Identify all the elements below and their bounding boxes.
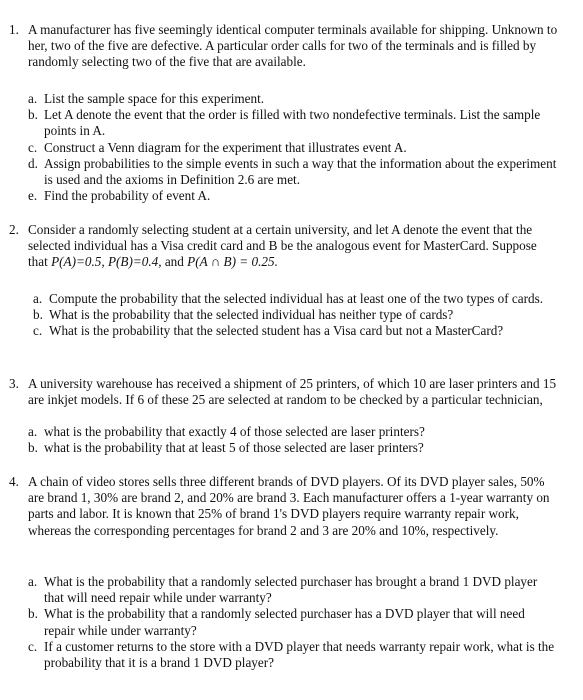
- sub-question: a. List the sample space for this experiment.: [28, 91, 265, 106]
- problem-number: 1.: [9, 22, 19, 37]
- problem-text: A university warehouse has received a shipment of 25 printers, of which 10 are laser printers and 15 are inkjet models. If 6 of these 25 are selected at random to be checked by a particular technician,: [28, 376, 557, 408]
- problem-number: 4.: [9, 474, 19, 489]
- probability-expression: P(A)=0.5, P(B)=0.4,: [51, 254, 162, 270]
- sub-question: c. If a customer returns to the store with a DVD player that needs warranty repair work, what is the probability that it is a brand 1 DVD player?: [28, 638, 555, 671]
- sub-question: e. Find the probability of event A.: [28, 188, 211, 204]
- sub-question: d. Assign probabilities to the simple events in such a way that the information about the experiment is used and the axioms in Definition 2.6 are met.: [28, 155, 557, 188]
- sub-question: c. Construct a Venn diagram for the experiment that illustrates event A.: [28, 139, 407, 155]
- sub-question: c. What is the probability that the selected student has a Visa card but not a MasterCard?: [33, 323, 504, 339]
- problem-text: Consider a randomly selecting student at a certain university, and let A denote the event that the selected individual has a Visa credit card and B be the analogous event for MasterCard. Suppose that P(A)=0.5, P(B)=0.4, and P(A ∩ B) = 0.25.: [28, 222, 537, 270]
- sub-question-list: [28, 91, 558, 204]
- intersection-expression: P(A ∩ B) = 0.25.: [187, 254, 278, 270]
- sub-question: b. What is the probability that the selected individual has neither type of cards?: [33, 307, 454, 323]
- sub-question-list: [33, 291, 555, 340]
- sub-question: a. what is the probability that exactly 4 of those selected are laser printers?: [28, 424, 425, 439]
- sub-question: b. what is the probability that at least 5 of those selected are laser printers?: [28, 440, 424, 456]
- problem-number: 3.: [9, 376, 19, 391]
- problem-text: A manufacturer has five seemingly identical computer terminals available for shipping. Unknown to her, two of the five are defective. A particular order calls for two of the terminals and is filled by randomly selecting two of the five that are available.: [28, 22, 558, 70]
- problem-text: A chain of video stores sells three different brands of DVD players. Of its DVD player sales, 50% are brand 1, 30% are brand 2, and 20% are brand 3. Each manufacturer offers a 1-year warranty on parts and labor. It is known that 25% of brand 1's DVD players require warranty repair work, whereas the corresponding percentages for brand 2 and 3 are 20% and 10%, respectively.: [28, 474, 550, 538]
- problem-number: 2.: [9, 222, 19, 237]
- sub-question: a. What is the probability that a randomly selected purchaser has brought a brand 1 DVD player that will need repair while under warranty?: [28, 574, 538, 606]
- sub-question-list: [28, 574, 558, 671]
- sub-question: a. Compute the probability that the selected individual has at least one of the two types of cards.: [33, 291, 544, 306]
- sub-question: b. What is the probability that a randomly selected purchaser has a DVD player that will need repair while under warranty?: [28, 606, 525, 638]
- sub-question-list: [28, 424, 558, 456]
- sub-question: b. Let A denote the event that the order is filled with two nondefective terminals. List the sample points in A.: [28, 107, 541, 139]
